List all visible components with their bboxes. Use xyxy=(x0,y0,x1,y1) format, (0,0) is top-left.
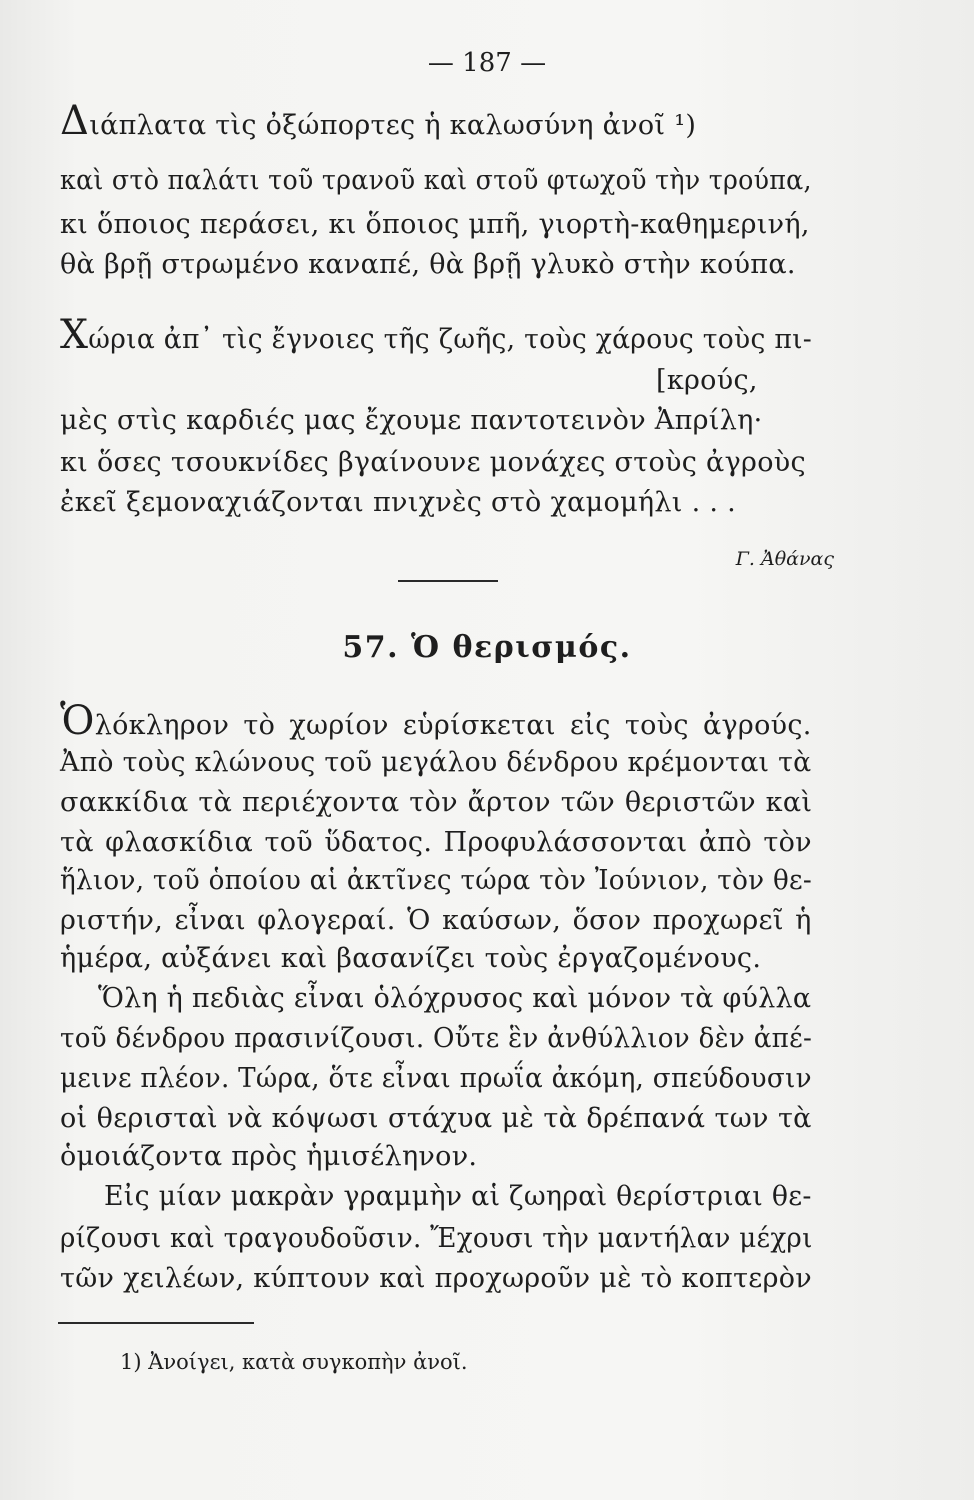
poem-line: θὰ βρῇ στρωμένο καναπέ, θὰ βρῇ γλυκὸ στὴν κούπα. xyxy=(60,249,796,280)
poem-line-text: ιάπλατα τὶς ὀξώπορτες ἡ καλωσύνη ἀνοῖ ¹) xyxy=(89,110,697,141)
prose-line: σακκίδια τὰ περιέχοντα τὸν ἄρτον τῶν θεριστῶν καὶ xyxy=(60,787,813,818)
section-divider xyxy=(398,580,498,582)
poem-line xyxy=(60,98,697,144)
poem-line-text: ώρια ἀπ᾿ τὶς ἔγνοιες τῆς ζωῆς, τοὺς χάρους τοὺς πι- xyxy=(88,324,813,355)
prose-line: τῶν χειλέων, κύπτουν καὶ προχωροῦν μὲ τὸ κοπτερὸν xyxy=(60,1263,812,1294)
prose-line: τὰ φλασκίδια τοῦ ὕδατος. Προφυλάσσονται ἀπὸ τὸν xyxy=(60,827,812,858)
poem-line: μὲς στὶς καρδιές μας ἔχουμε παντοτεινὸν Ἀπρίλη· xyxy=(60,405,763,436)
prose-line: τοῦ δένδρου πρασινίζουσι. Οὔτε ἓν ἀνθύλλιον δὲν ἀπέ- xyxy=(60,1023,813,1054)
prose-line xyxy=(60,698,812,744)
footnote-divider xyxy=(58,1322,254,1324)
prose-line: μεινε πλέον. Τώρα, ὅτε εἶναι πρωΐα ἀκόμη, σπεύδουσιν xyxy=(60,1063,812,1094)
prose-line: ἥλιον, τοῦ ὁποίου αἱ ἀκτῖνες τώρα τὸν Ἰούνιον, τὸν θε- xyxy=(60,865,813,896)
section-title: 57. Ὁ θερισμός. xyxy=(342,630,632,665)
poem-line-continuation: [κρούς, xyxy=(656,365,758,396)
poem-line: ἐκεῖ ξεμοναχιάζονται πνιχνὲς στὸ χαμομήλι . . . xyxy=(60,487,736,518)
drop-cap: Ὁ xyxy=(60,698,95,744)
poem-line: καὶ στὸ παλάτι τοῦ τρανοῦ καὶ στοῦ φτωχοῦ τὴν τρούπα, xyxy=(60,165,812,196)
prose-line: ἡμέρα, αὐξάνει καὶ βασανίζει τοὺς ἐργαζομένους. xyxy=(60,943,762,974)
poem-line: κι ὅσες τσουκνίδες βγαίνουνε μονάχες στοὺς ἀγροὺς xyxy=(60,447,806,478)
page-number: — 187 — xyxy=(427,48,547,78)
footnote: 1) Ἀνοίγει, κατὰ συγκοπὴν ἀνοῖ. xyxy=(120,1350,468,1374)
drop-cap: Δ xyxy=(60,98,90,144)
prose-line: ὁμοιάζοντα πρὸς ἡμισέληνον. xyxy=(60,1141,478,1172)
prose-line-text: λόκληρον τὸ χωρίον εὑρίσκεται εἰς τοὺς ἀγρούς. xyxy=(94,710,812,741)
poem-author: Γ. Ἀθάνας xyxy=(735,548,834,570)
drop-cap: Χ xyxy=(60,312,89,358)
prose-line: Εἰς μίαν μακρὰν γραμμὴν αἱ ζωηραὶ θερίστριαι θε- xyxy=(104,1181,812,1212)
prose-line: Ἀπὸ τοὺς κλώνους τοῦ μεγάλου δένδρου κρέμονται τὰ xyxy=(60,747,812,778)
poem-line: κι ὅποιος περάσει, κι ὅποιος μπῆ, γιορτὴ-καθημερινή, xyxy=(60,209,810,240)
poem-line xyxy=(60,312,813,358)
prose-line: Ὅλη ἡ πεδιὰς εἶναι ὁλόχρυσος καὶ μόνον τὰ φύλλα xyxy=(98,983,812,1014)
prose-line: ρίζουσι καὶ τραγουδοῦσιν. Ἔχουσι τὴν μαντήλαν μέχρι xyxy=(60,1223,813,1254)
prose-line: ριστήν, εἶναι φλογεραί. Ὁ καύσων, ὅσον προχωρεῖ ἡ xyxy=(60,905,812,936)
prose-line: οἱ θερισταὶ νὰ κόψωσι στάχυα μὲ τὰ δρέπανά των τὰ xyxy=(60,1103,812,1134)
